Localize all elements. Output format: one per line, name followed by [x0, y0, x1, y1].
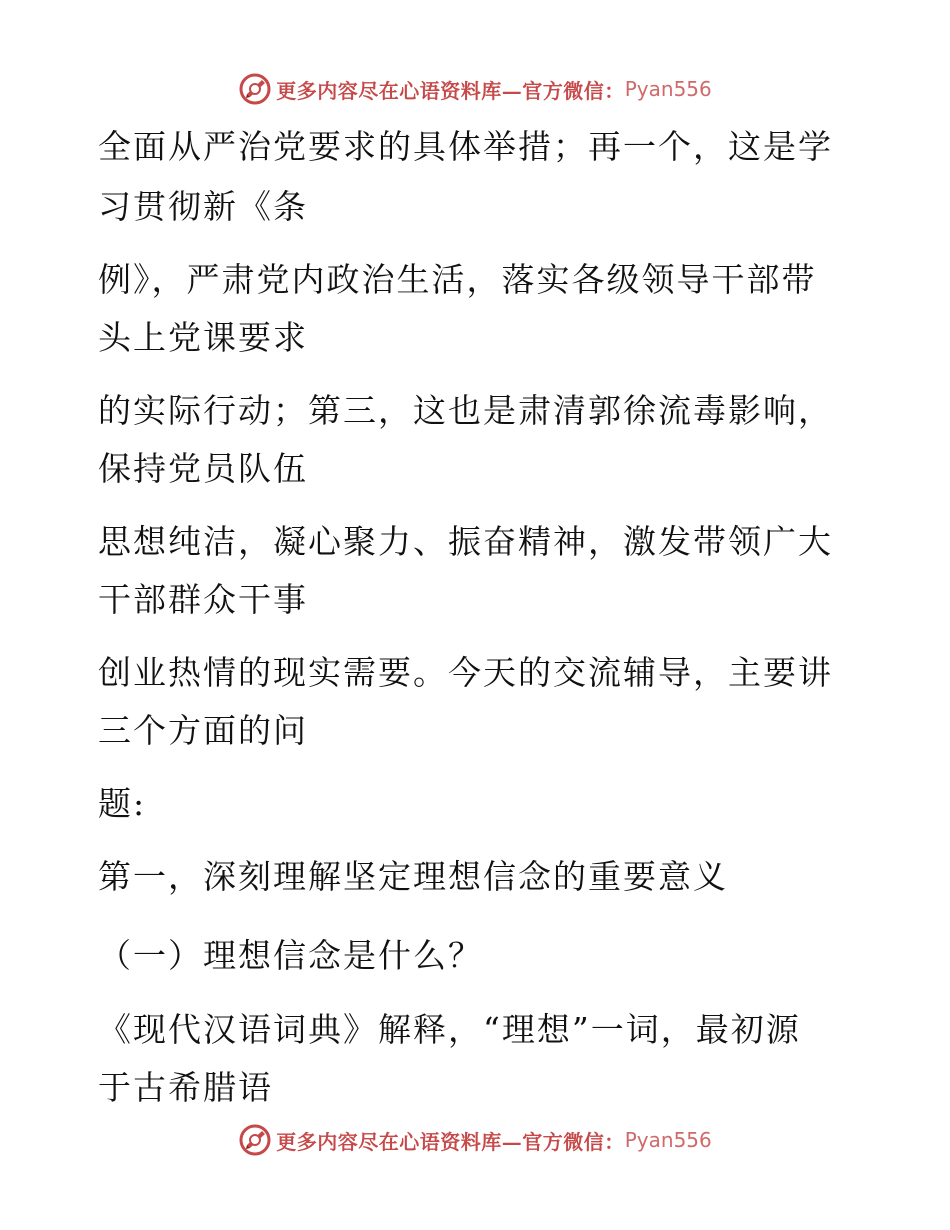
body-line: 三个方面的问	[98, 711, 308, 750]
footer-watermark	[0, 1120, 950, 1160]
body-line: 习贯彻新《条	[98, 187, 308, 226]
red-pen-swirl-icon	[238, 1123, 272, 1157]
body-line: 例》，严肃党内政治生活，落实各级领导干部带	[98, 260, 817, 299]
body-line: 头上党课要求	[98, 318, 308, 357]
body-line: 于古希腊语	[98, 1068, 273, 1107]
body-line: 全面从严治党要求的具体举措；再一个，这是学	[98, 127, 833, 166]
body-line: 《现代汉语词典》解释，“理想”一词，最初源	[98, 1010, 801, 1049]
body-line: 题:	[98, 784, 147, 823]
watermark-contact: Pyan556	[624, 1128, 712, 1152]
body-line: 思想纯洁，凝心聚力、振奋精神，激发带领广大	[98, 522, 833, 561]
watermark-text: 更多内容尽在心语资料库—官方微信：	[276, 1129, 625, 1154]
body-line: 干部群众干事	[98, 580, 308, 619]
body-line: 创业热情的现实需要。今天的交流辅导，主要讲	[98, 653, 833, 692]
section-heading: 第一，深刻理解坚定理想信念的重要意义	[98, 857, 728, 896]
subsection-heading: （一）理想信念是什么？	[98, 936, 483, 975]
watermark-contact: Pyan556	[624, 77, 712, 101]
watermark-text: 更多内容尽在心语资料库—官方微信：	[276, 78, 625, 103]
body-line: 保持党员队伍	[98, 449, 308, 488]
body-line: 的实际行动；第三，这也是肃清郭徐流毒影响，	[98, 391, 833, 430]
